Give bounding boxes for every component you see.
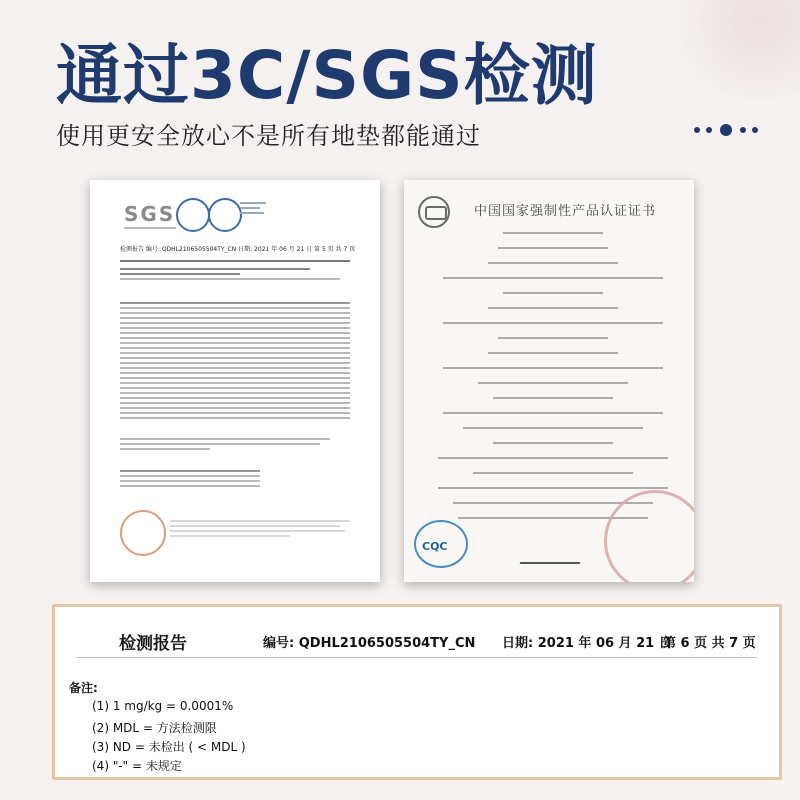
ccc-logo-icon [418,196,450,228]
report-date: 日期: 2021 年 06 月 21 日 [502,636,672,651]
report-divider [77,657,757,658]
sgs-seal-icon [120,510,166,556]
note-item: (4) "-" = 未规定 [92,759,182,773]
ccc-certificate-card [404,180,694,582]
sgs-intro-text [120,268,350,283]
sgs-report-card [90,180,380,582]
report-page: 第 6 页 共 7 页 [663,636,756,651]
cnas-text-graphic [240,202,270,226]
decorative-dots-icon [694,122,764,138]
ilac-mra-logo-icon [176,198,210,232]
sgs-results-table [120,302,350,422]
report-excerpt-panel [52,604,782,780]
sgs-report-heading: 检测报告 编号: QDHL2106505504TY_CN 日期: 2021 年 06 月 21 日 第 5 页 共 7 页 [120,246,356,253]
notes-label: 备注: [69,681,98,695]
sgs-logo: SGS [124,202,175,226]
sgs-sample-table [120,470,350,490]
sgs-notes-text [120,438,350,453]
report-title: 检测报告 [119,634,187,654]
note-item: (3) ND = 未检出 ( < MDL ) [92,740,246,754]
page-subtitle: 使用更安全放心不是所有地垫都能通过 [56,122,481,150]
sgs-footer-text [170,520,350,540]
ccc-certificate-title: 中国国家强制性产品认证证书 [474,204,657,219]
note-item: (1) 1 mg/kg = 0.0001% [92,699,234,713]
report-number: 编号: QDHL2106505504TY_CN [263,636,476,651]
cnas-logo-icon [208,198,242,232]
cqc-logo-text: CQC [422,540,448,553]
page-title: 通过3C/SGS检测 [56,37,598,114]
ccc-certificate-body [434,232,672,532]
signature-graphic [520,540,589,564]
note-item: (2) MDL = 方法检测限 [92,721,217,735]
sgs-divider [120,260,350,262]
background-glow [660,0,800,100]
